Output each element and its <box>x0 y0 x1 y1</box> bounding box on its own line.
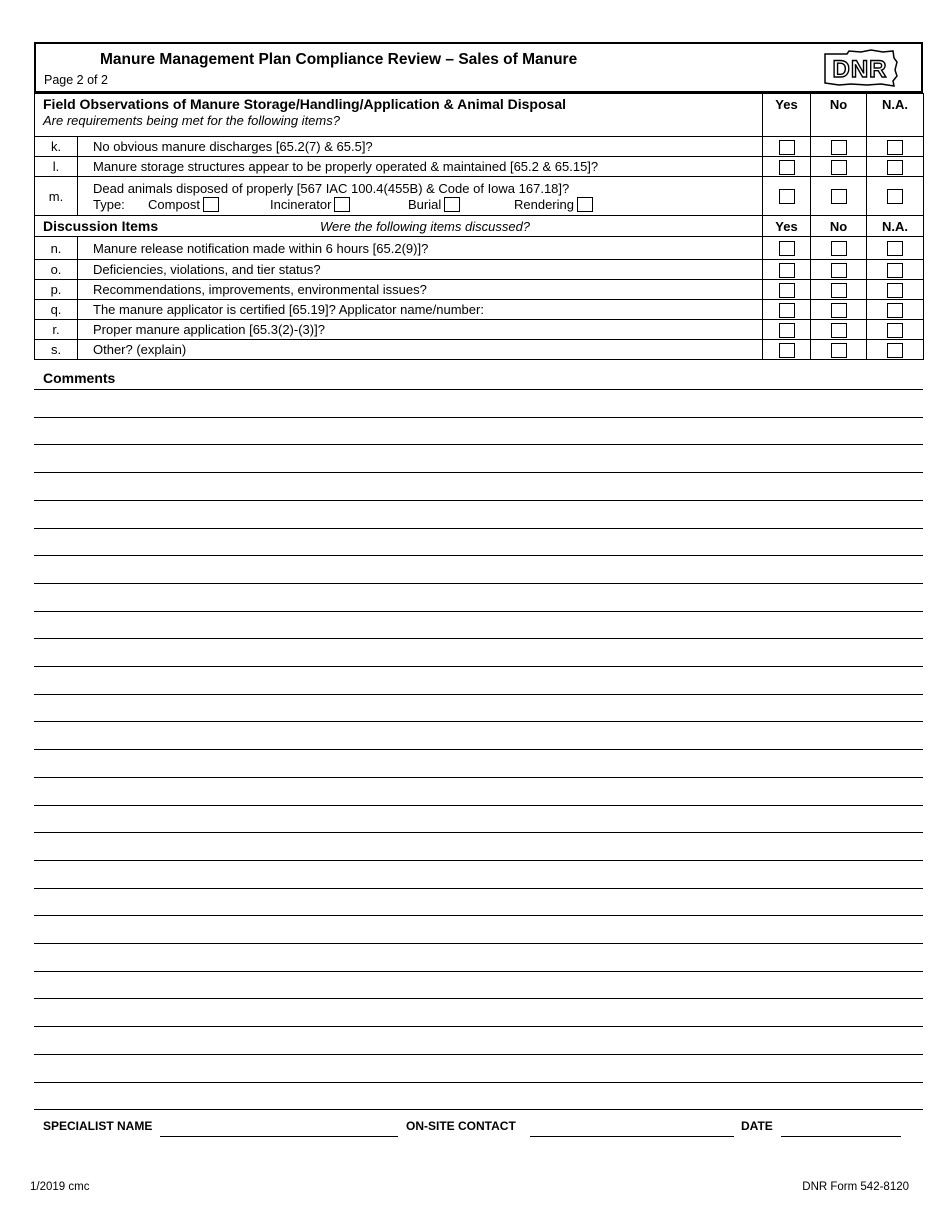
comment-line[interactable] <box>34 1054 923 1055</box>
no-checkbox[interactable] <box>831 140 847 155</box>
row-question: Deficiencies, violations, and tier status? <box>78 260 763 280</box>
yes-checkbox[interactable] <box>779 343 795 358</box>
row-question-with-types <box>78 177 763 216</box>
row-letter: p. <box>35 280 78 300</box>
table-row <box>35 237 924 260</box>
comment-line[interactable] <box>34 915 923 916</box>
comment-line[interactable] <box>34 611 923 612</box>
yes-checkbox[interactable] <box>779 283 795 298</box>
row-question: Other? (explain) <box>78 340 763 360</box>
row-letter: q. <box>35 300 78 320</box>
disposal-type-row <box>93 197 762 212</box>
rendering-checkbox[interactable] <box>577 197 593 212</box>
col-header-yes: Yes <box>763 216 811 237</box>
incinerator-checkbox[interactable] <box>334 197 350 212</box>
no-checkbox[interactable] <box>831 263 847 278</box>
row-question: Recommendations, improvements, environmental issues? <box>78 280 763 300</box>
comment-line[interactable] <box>34 417 923 418</box>
comment-line[interactable] <box>34 500 923 501</box>
table-row <box>35 157 924 177</box>
onsite-contact-field[interactable] <box>530 1136 734 1137</box>
comments-title: Comments <box>43 370 116 386</box>
yes-checkbox[interactable] <box>779 241 795 256</box>
na-checkbox[interactable] <box>887 140 903 155</box>
col-header-na: N.A. <box>867 94 924 137</box>
col-header-no: No <box>811 216 867 237</box>
no-checkbox[interactable] <box>831 343 847 358</box>
comment-line[interactable] <box>34 1109 923 1110</box>
comment-line[interactable] <box>34 943 923 944</box>
na-checkbox[interactable] <box>887 283 903 298</box>
comment-line[interactable] <box>34 638 923 639</box>
row-letter: n. <box>35 237 78 260</box>
form-header <box>34 42 923 93</box>
no-checkbox[interactable] <box>831 189 847 204</box>
discussion-subtitle: Were the following items discussed? <box>320 219 531 234</box>
yes-checkbox[interactable] <box>779 160 795 175</box>
field-observations-subtitle: Are requirements being met for the following items? <box>43 113 340 128</box>
date-label: DATE <box>741 1119 773 1133</box>
no-checkbox[interactable] <box>831 160 847 175</box>
yes-checkbox[interactable] <box>779 303 795 318</box>
field-observations-title: Field Observations of Manure Storage/Handling/Application & Animal Disposal <box>43 96 566 112</box>
row-question: Dead animals disposed of properly [567 IAC 100.4(455B) & Code of Iowa 167.18]? <box>93 180 570 196</box>
na-checkbox[interactable] <box>887 263 903 278</box>
type-compost <box>148 197 270 212</box>
table-row <box>35 137 924 157</box>
comment-line[interactable] <box>34 1082 923 1083</box>
row-question: No obvious manure discharges [65.2(7) & 65.5]? <box>78 137 763 157</box>
burial-checkbox[interactable] <box>444 197 460 212</box>
date-field[interactable] <box>781 1136 901 1137</box>
logo-text: DNR <box>832 56 888 83</box>
type-incinerator-label: Incinerator <box>270 196 332 212</box>
na-checkbox[interactable] <box>887 323 903 338</box>
comment-line[interactable] <box>34 749 923 750</box>
row-question: Manure release notification made within 6 hours [65.2(9)]? <box>78 237 763 260</box>
row-question: Proper manure application [65.3(2)-(3)]? <box>78 320 763 340</box>
comment-line[interactable] <box>34 832 923 833</box>
na-checkbox[interactable] <box>887 160 903 175</box>
yes-checkbox[interactable] <box>779 323 795 338</box>
comment-line[interactable] <box>34 528 923 529</box>
comment-line[interactable] <box>34 444 923 445</box>
field-observations-header <box>35 94 763 137</box>
comment-line[interactable] <box>34 389 923 390</box>
comment-line[interactable] <box>34 805 923 806</box>
comment-line[interactable] <box>34 1026 923 1027</box>
table-row <box>35 280 924 300</box>
row-letter: s. <box>35 340 78 360</box>
type-rendering-label: Rendering <box>514 196 574 212</box>
table-row <box>35 340 924 360</box>
col-header-no: No <box>811 94 867 137</box>
field-observations-table <box>34 93 924 216</box>
table-row <box>35 177 924 216</box>
comment-line[interactable] <box>34 777 923 778</box>
comment-line[interactable] <box>34 472 923 473</box>
comment-line[interactable] <box>34 860 923 861</box>
na-checkbox[interactable] <box>887 303 903 318</box>
no-checkbox[interactable] <box>831 303 847 318</box>
na-checkbox[interactable] <box>887 343 903 358</box>
comment-line[interactable] <box>34 666 923 667</box>
table-row <box>35 260 924 280</box>
comment-line[interactable] <box>34 694 923 695</box>
type-rendering <box>514 197 593 212</box>
na-checkbox[interactable] <box>887 241 903 256</box>
no-checkbox[interactable] <box>831 283 847 298</box>
discussion-header <box>35 216 763 237</box>
type-compost-label: Compost <box>148 196 201 212</box>
na-checkbox[interactable] <box>887 189 903 204</box>
dnr-logo-icon <box>821 48 899 88</box>
type-incinerator <box>270 197 408 212</box>
no-checkbox[interactable] <box>831 323 847 338</box>
row-letter: m. <box>35 177 78 216</box>
row-letter: r. <box>35 320 78 340</box>
no-checkbox[interactable] <box>831 241 847 256</box>
table-row <box>35 320 924 340</box>
comment-line[interactable] <box>34 583 923 584</box>
specialist-name-field[interactable] <box>160 1136 398 1137</box>
row-letter: k. <box>35 137 78 157</box>
page-number: Page 2 of 2 <box>44 73 108 87</box>
row-question: The manure applicator is certified [65.19]? Applicator name/number: <box>78 300 763 320</box>
row-letter: o. <box>35 260 78 280</box>
onsite-contact-label: ON-SITE CONTACT <box>406 1119 516 1133</box>
specialist-name-label: SPECIALIST NAME <box>43 1119 153 1133</box>
row-letter: l. <box>35 157 78 177</box>
form-number: DNR Form 542-8120 <box>802 1181 909 1193</box>
row-question: Manure storage structures appear to be properly operated & maintained [65.2 & 65.15]? <box>78 157 763 177</box>
comment-line[interactable] <box>34 998 923 999</box>
yes-checkbox[interactable] <box>779 189 795 204</box>
comment-line[interactable] <box>34 721 923 722</box>
disposal-type-label: Type: <box>93 196 125 212</box>
col-header-na: N.A. <box>867 216 924 237</box>
form-title: Manure Management Plan Compliance Review – Sales of Manure <box>100 51 578 68</box>
type-burial <box>408 197 514 212</box>
revision-date: 1/2019 cmc <box>30 1181 90 1193</box>
comment-line[interactable] <box>34 888 923 889</box>
type-burial-label: Burial <box>408 196 442 212</box>
discussion-title: Discussion Items <box>43 218 159 234</box>
table-row <box>35 300 924 320</box>
comment-line[interactable] <box>34 555 923 556</box>
compost-checkbox[interactable] <box>203 197 219 212</box>
yes-checkbox[interactable] <box>779 140 795 155</box>
yes-checkbox[interactable] <box>779 263 795 278</box>
discussion-table <box>34 215 924 360</box>
comment-line[interactable] <box>34 971 923 972</box>
col-header-yes: Yes <box>763 94 811 137</box>
